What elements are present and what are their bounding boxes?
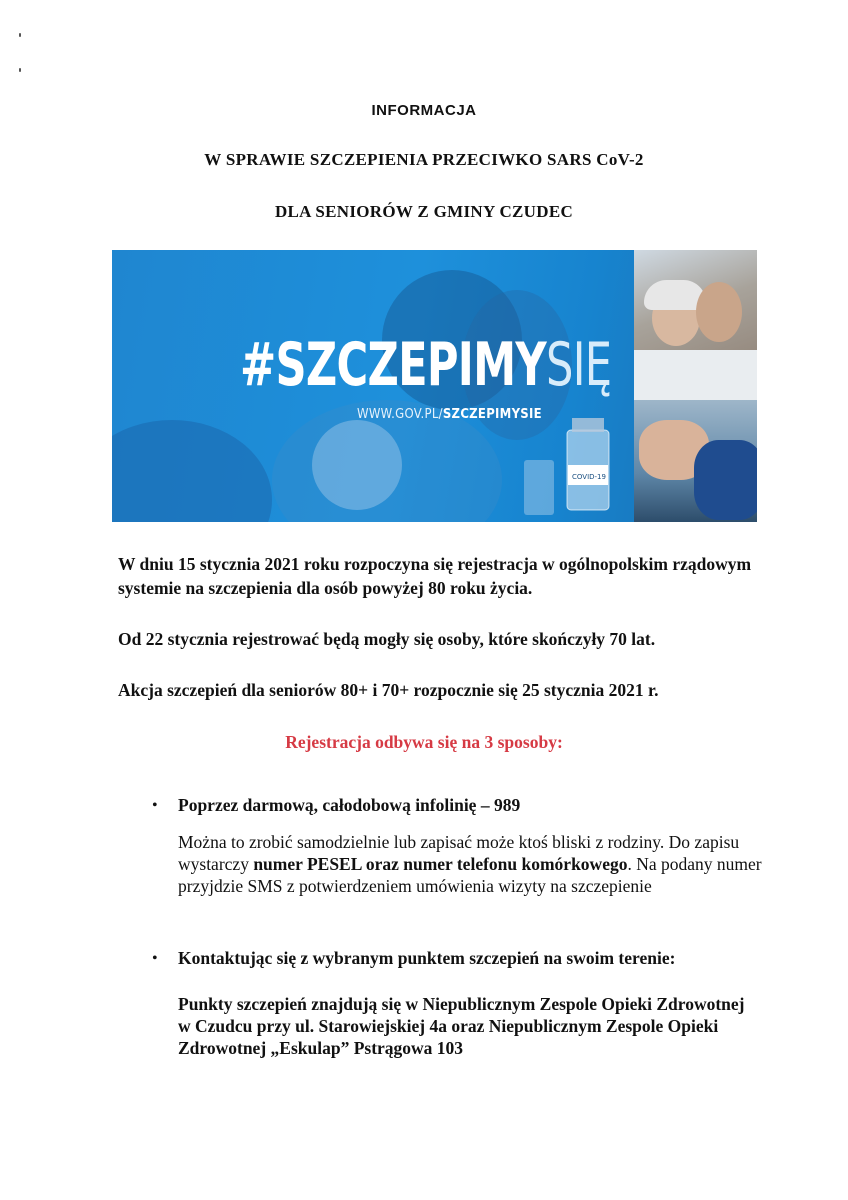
bullet-icon: • xyxy=(152,950,158,967)
vial-label: COVID-19 xyxy=(572,473,606,481)
document-title: INFORMACJA xyxy=(371,102,477,119)
campaign-banner xyxy=(112,250,757,522)
paragraph-age-70: Od 22 stycznia rejestrować będą mogły się osoby, które skończyły 70 lat. xyxy=(118,629,656,649)
smiling-face-shape xyxy=(312,420,402,510)
vaccination-photo xyxy=(634,400,757,522)
bullet-icon: • xyxy=(152,797,158,814)
paragraph-registration-start: W dniu 15 stycznia 2021 roku rozpoczyna się rejestracja w ogólnopolskim rządowym systemie na szczepienia dla osób powyżej 80 roku życia. xyxy=(118,554,752,598)
item-hotline-text: Można to zrobić samodzielnie lub zapisać może ktoś bliski z rodziny. Do zapisu wystarczy xyxy=(178,832,740,874)
gloved-hand-shape xyxy=(694,440,757,520)
campaign-url xyxy=(357,407,542,422)
elderly-couple-photo xyxy=(634,250,757,400)
registration-heading: Rejestracja odbywa się na 3 sposoby: xyxy=(285,732,563,752)
scan-mark xyxy=(19,33,21,37)
item-hotline-body xyxy=(178,831,768,897)
senior-man-face xyxy=(696,282,742,342)
clothing-shape xyxy=(634,350,757,400)
item-hotline-text-end: . Na podany numer przyjdzie SMS z potwierdzeniem umówienia wizyty na szczepienie xyxy=(178,854,762,896)
campaign-hashtag xyxy=(240,330,611,400)
item-local-point-body: Punkty szczepień znajdują się w Niepublicznym Zespole Opieki Zdrowotnej w Czudcu przy ul. Starowiejskiej 4a oraz Niepublicznym Zespole Opieki Zdrowotnej „Eskulap” Pstrągowa 103 xyxy=(178,994,745,1058)
item-local-point-title: Kontaktując się z wybranym punktem szczepień na swoim terenie: xyxy=(178,948,676,968)
background-person-shape xyxy=(112,420,272,522)
hashtag-end: SIĘ xyxy=(545,330,612,400)
url-prefix: WWW.GOV.PL/ xyxy=(357,407,443,422)
item-hotline-bold-text: numer PESEL oraz numer telefonu komórkowego xyxy=(253,854,628,874)
url-bold: SZCZEPIMYSIE xyxy=(442,407,542,422)
paragraph-vaccination-start: Akcja szczepień dla seniorów 80+ i 70+ rozpocznie się 25 stycznia 2021 r. xyxy=(118,680,659,700)
scan-mark xyxy=(19,68,21,72)
hashtag-main: #SZCZEPIMY xyxy=(240,330,546,400)
document-subtitle-line1: W SPRAWIE SZCZEPIENIA PRZECIWKO SARS CoV-2 xyxy=(204,150,644,169)
item-hotline-title: Poprzez darmową, całodobową infolinię – 989 xyxy=(178,795,521,815)
document-subtitle-line2: DLA SENIORÓW Z GMINY CZUDEC xyxy=(274,202,574,221)
